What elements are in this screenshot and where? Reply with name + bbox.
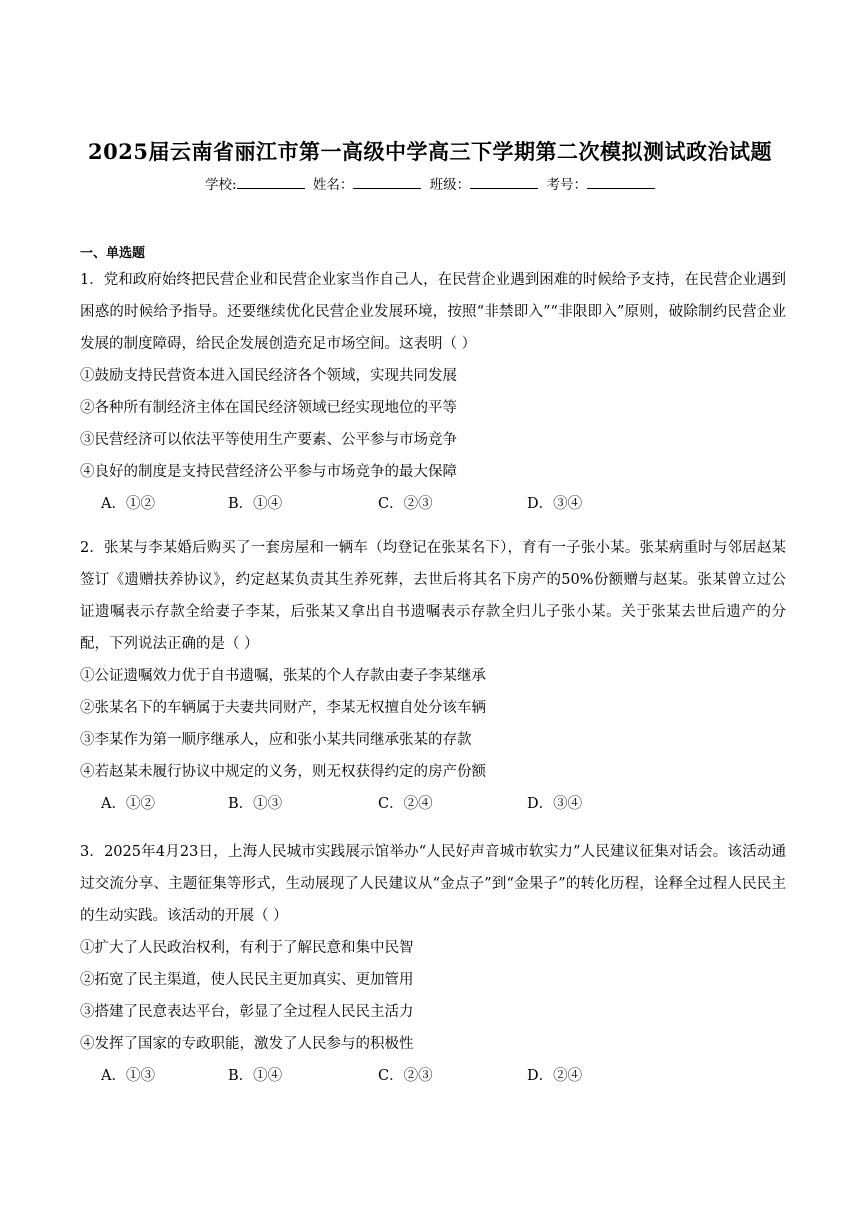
answer-choices bbox=[80, 488, 786, 520]
statement-3: ③李某作为第一顺序继承人，应和张小某共同继承张某的存款 bbox=[80, 732, 472, 748]
section-heading: 一、单选题 bbox=[80, 246, 146, 261]
question-1 bbox=[80, 264, 786, 520]
statement-4: ④若赵某未履行协议中规定的义务，则无权获得约定的房产份额 bbox=[80, 764, 486, 780]
choice-b: B．①④ bbox=[228, 496, 283, 512]
question-2 bbox=[80, 532, 786, 820]
statement-1: ①鼓励支持民营资本进入国民经济各个领域，实现共同发展 bbox=[80, 368, 457, 384]
exam-number-label: 考号： bbox=[546, 177, 587, 193]
choice-c: C．②③ bbox=[378, 1068, 433, 1084]
choice-a: A．①② bbox=[101, 796, 155, 812]
choice-a: A．①② bbox=[101, 496, 155, 512]
choice-b: B．①④ bbox=[228, 1068, 283, 1084]
question-stem: 2．张某与李某婚后购买了一套房屋和一辆车（均登记在张某名下），育有一子张小某。张某病重时与邻居赵某签订《遗赠扶养协议》，约定赵某负责其生养死葬，去世后将其名下房产的50%份额赠与赵某。张某曾立过公证遗嘱表示存款全给妻子李某，后张某又拿出自书遗嘱表示存款全归儿子张小某。关于张某去世后遗产的分配，下列说法正确的是（ ） bbox=[80, 540, 786, 652]
statement-2: ②张某名下的车辆属于夫妻共同财产，李某无权擅自处分该车辆 bbox=[80, 700, 486, 716]
student-info-line bbox=[0, 173, 860, 193]
name-blank bbox=[353, 176, 421, 189]
choice-b: B．①③ bbox=[228, 796, 283, 812]
statement-4: ④良好的制度是支持民营经济公平参与市场竞争的最大保障 bbox=[80, 464, 457, 480]
choice-d: D．②④ bbox=[527, 1068, 583, 1084]
choice-c: C．②③ bbox=[378, 496, 433, 512]
statement-1: ①公证遗嘱效力优于自书遗嘱，张某的个人存款由妻子李某继承 bbox=[80, 668, 486, 684]
choice-a: A．①③ bbox=[101, 1068, 155, 1084]
school-blank bbox=[237, 176, 305, 189]
statement-3: ③搭建了民意表达平台，彰显了全过程人民民主活力 bbox=[80, 1004, 414, 1020]
question-3 bbox=[80, 836, 786, 1092]
name-label: 姓名： bbox=[312, 177, 354, 193]
statement-2: ②拓宽了民主渠道，使人民民主更加真实、更加管用 bbox=[80, 972, 414, 988]
question-stem: 1．党和政府始终把民营企业和民营企业家当作自己人，在民营企业遇到困难的时候给予支持，在民营企业遇到困惑的时候给予指导。还要继续优化民营企业发展环境，按照“非禁即入”“非限即入”原则，破除制约民营企业发展的制度障碍，给民企发展创造充足市场空间。这表明（ ） bbox=[80, 272, 786, 352]
statement-2: ②各种所有制经济主体在国民经济领域已经实现地位的平等 bbox=[80, 400, 457, 416]
exam-title: 2025届云南省丽江市第一高级中学高三下学期第二次模拟测试政治试题 bbox=[88, 139, 772, 164]
choice-d: D．③④ bbox=[527, 796, 583, 812]
choice-d: D．③④ bbox=[527, 496, 583, 512]
choice-c: C．②④ bbox=[378, 796, 433, 812]
class-label: 班级： bbox=[429, 177, 471, 193]
class-blank bbox=[470, 176, 538, 189]
answer-choices bbox=[80, 1060, 786, 1092]
statement-1: ①扩大了人民政治权利，有利于了解民意和集中民智 bbox=[80, 940, 414, 956]
exam-number-blank bbox=[587, 176, 655, 189]
question-stem: 3．2025年4月23日，上海人民城市实践展示馆举办“人民好声音城市软实力”人民建议征集对话会。该活动通过交流分享、主题征集等形式，生动展现了人民建议从“金点子”到“金果子”的转化历程，诠释全过程人民民主的生动实践。该活动的开展（ ） bbox=[80, 844, 786, 924]
answer-choices bbox=[80, 788, 786, 820]
statement-4: ④发挥了国家的专政职能，激发了人民参与的积极性 bbox=[80, 1036, 414, 1052]
statement-3: ③民营经济可以依法平等使用生产要素、公平参与市场竞争 bbox=[80, 432, 457, 448]
school-label: 学校: bbox=[205, 177, 237, 193]
